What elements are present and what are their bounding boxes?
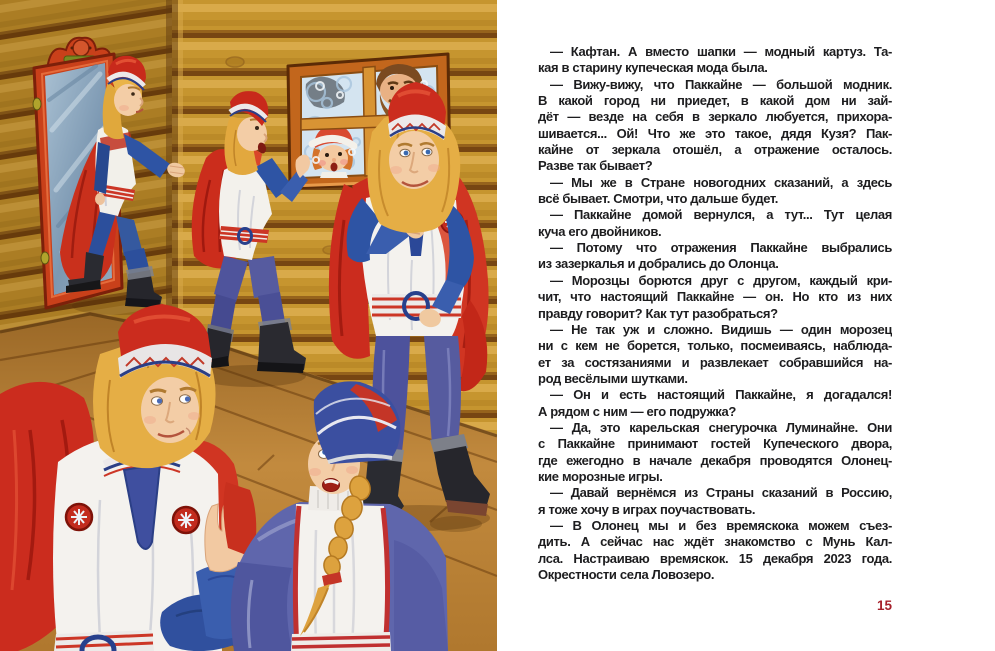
story-line: кайне от зеркала отошёл, а отражение осталось. xyxy=(538,142,892,158)
illustration-canvas xyxy=(0,0,497,651)
page-number: 15 xyxy=(876,598,892,613)
story-line: кая в старину купеческая мода была. xyxy=(538,60,768,76)
story-line: лса. Настраиваю времяскок. 15 декабря 2023 года. xyxy=(538,550,892,566)
story-line: — Давай вернёмся из Страны сказаний в Россию, xyxy=(550,485,892,501)
story-paragraph xyxy=(538,387,892,420)
story-line: — Кафтан. А вместо шапки — модный картуз. Та- xyxy=(550,44,892,59)
story-text-column xyxy=(538,44,892,583)
story-line: А рядом с ним — его подружка? xyxy=(538,403,736,419)
story-line: — Мы же в Стране новогодних сказаний, а здесь xyxy=(550,174,892,190)
story-line: дёт — везде на себя в зеркало любуется, прихора- xyxy=(538,109,892,125)
book-illustration xyxy=(0,0,497,651)
snowflake-button xyxy=(173,507,199,533)
story-line: род весёлыми шутками. xyxy=(538,370,688,386)
story-line: — Не так уж и сложно. Видишь — один морозец xyxy=(550,321,892,337)
story-line: я тоже хочу в играх поучаствовать. xyxy=(538,501,756,517)
story-line: — Да, это карельская снегурочка Луминайне. Они xyxy=(550,419,892,435)
story-line: Разве так бывает? xyxy=(538,158,653,174)
story-paragraph xyxy=(538,322,892,387)
story-paragraph xyxy=(538,518,892,583)
story-line: куча его двойников. xyxy=(538,223,662,239)
story-line: — Потому что отражения Паккайне выбрались xyxy=(550,240,892,256)
story-line: — В Олонец мы и без времяскока можем съез- xyxy=(550,517,892,533)
story-line: из зазеркалья и добрались до Олонца. xyxy=(538,256,779,272)
story-paragraph xyxy=(538,207,892,240)
story-paragraph xyxy=(538,240,892,273)
story-paragraph xyxy=(538,175,892,208)
story-line: где ежегодно в начале декабря проводятся Олонец- xyxy=(538,452,892,468)
story-line: правду говорит? Как тут разобраться? xyxy=(538,305,778,321)
story-line: кие морозные игры. xyxy=(538,468,663,484)
snowflake-button xyxy=(66,504,92,530)
story-line: дить. А сейчас нас ждёт знакомство с Мунь Кал- xyxy=(538,534,892,550)
story-line: шивается... Ой! Что же это такое, дядя Кузя? Пак- xyxy=(538,125,892,141)
story-line: всё бывает. Смотри, что дальше будет. xyxy=(538,191,779,207)
story-paragraph xyxy=(538,485,892,518)
story-paragraph xyxy=(538,420,892,485)
story-paragraph xyxy=(538,44,892,77)
story-line: — Он и есть настоящий Паккайне, я догадался! xyxy=(550,387,892,403)
story-line: ет за состязаниями и развлекает собравшийся на- xyxy=(538,354,892,370)
story-paragraph xyxy=(538,77,892,175)
story-line: с Паккайне принимают гостей Купеческого двора, xyxy=(538,436,892,452)
story-line: В какой город ни приедет, в какой дом ни зай- xyxy=(538,93,892,109)
story-line: ни с кем не борется, только, посмеиваясь, наблюда- xyxy=(538,338,892,354)
story-line: чит, что настоящий Паккайне — он. Но кто из них xyxy=(538,289,892,305)
story-line: Окрестности села Ловозеро. xyxy=(538,567,715,582)
story-line: — Паккайне домой вернулся, а тут... Тут целая xyxy=(550,207,892,223)
story-paragraph xyxy=(538,273,892,322)
story-line: — Вижу-вижу, что Паккайне — большой модник. xyxy=(550,76,892,92)
story-line: — Морозцы борются друг с другом, каждый кри- xyxy=(550,272,892,288)
